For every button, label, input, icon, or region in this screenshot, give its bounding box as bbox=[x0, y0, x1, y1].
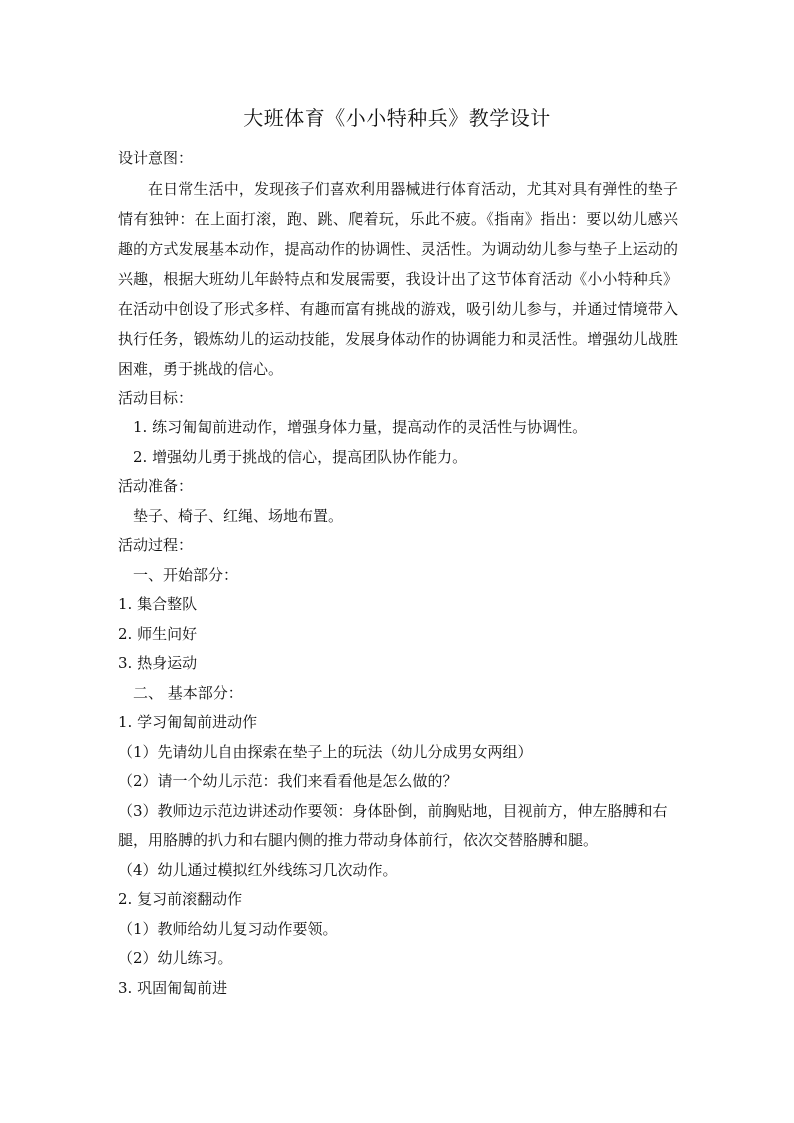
page-title: 大班体育《小小特种兵》教学设计 bbox=[243, 106, 551, 130]
section1-heading: 1. 学习匍匐前进动作 bbox=[118, 713, 258, 731]
part1-item: 1. 集合整队 bbox=[118, 595, 198, 613]
intent-paragraph: 在日常生活中，发现孩子们喜欢利用器械进行体育活动，尤其对具有弹性的垫子情有独钟：在上面打滚，跑、跳、爬着玩，乐此不疲。《指南》指出：要以幼儿感兴趣的方式发展基本动作，提高动作的协调性、灵活性。为调动幼儿参与垫子上运动的兴趣，根据大班幼儿年龄特点和发展需要，我设计出了这节体育活动《小小特种兵》在活动中创设了形式多样、有趣而富有挑战的游戏，吸引幼儿参与，并通过情境带入执行任务，锻炼幼儿的运动技能，发展身体动作的协调能力和灵活性。增强幼儿战胜困难，勇于挑战的信心。 bbox=[118, 179, 678, 378]
intent-heading: 设计意图： bbox=[118, 149, 194, 167]
section1-item: （2）请一个幼儿示范：我们来看看他是怎么做的？ bbox=[118, 772, 458, 790]
section2-item: （2）幼儿练习。 bbox=[118, 949, 233, 967]
section2-item: （1）教师给幼儿复习动作要领。 bbox=[118, 919, 338, 938]
process-heading: 活动过程： bbox=[118, 536, 194, 554]
document-body bbox=[118, 144, 678, 1003]
goal-item: 2. 增强幼儿勇于挑战的信心，提高团队协作能力。 bbox=[133, 447, 468, 466]
section1-item: （4）幼儿通过模拟红外线练习几次动作。 bbox=[118, 860, 398, 879]
section3-heading: 3. 巩固匍匐前进 bbox=[118, 978, 228, 997]
section2-heading: 2. 复习前滚翻动作 bbox=[118, 890, 243, 908]
prep-heading: 活动准备： bbox=[118, 477, 194, 495]
part1-item: 3. 热身运动 bbox=[118, 654, 198, 672]
goal-item: 1. 练习匍匐前进动作，增强身体力量，提高动作的灵活性与协调性。 bbox=[133, 418, 588, 436]
goals-heading: 活动目标： bbox=[118, 388, 194, 407]
part2-heading: 二、 基本部分： bbox=[133, 683, 243, 702]
part1-heading: 一、开始部分： bbox=[133, 565, 239, 584]
section1-item: （3）教师边示范边讲述动作要领：身体卧倒，前胸贴地，目视前方，伸左胳膊和右腿，用胳膊的扒力和右腿内侧的推力带动身体前行，依次交替胳膊和腿。 bbox=[118, 801, 668, 849]
part1-item: 2. 师生问好 bbox=[118, 624, 198, 643]
prep-text: 垫子、椅子、红绳、场地布置。 bbox=[133, 506, 344, 525]
section1-item: （1）先请幼儿自由探索在垫子上的玩法（幼儿分成男女两组） bbox=[118, 742, 533, 761]
